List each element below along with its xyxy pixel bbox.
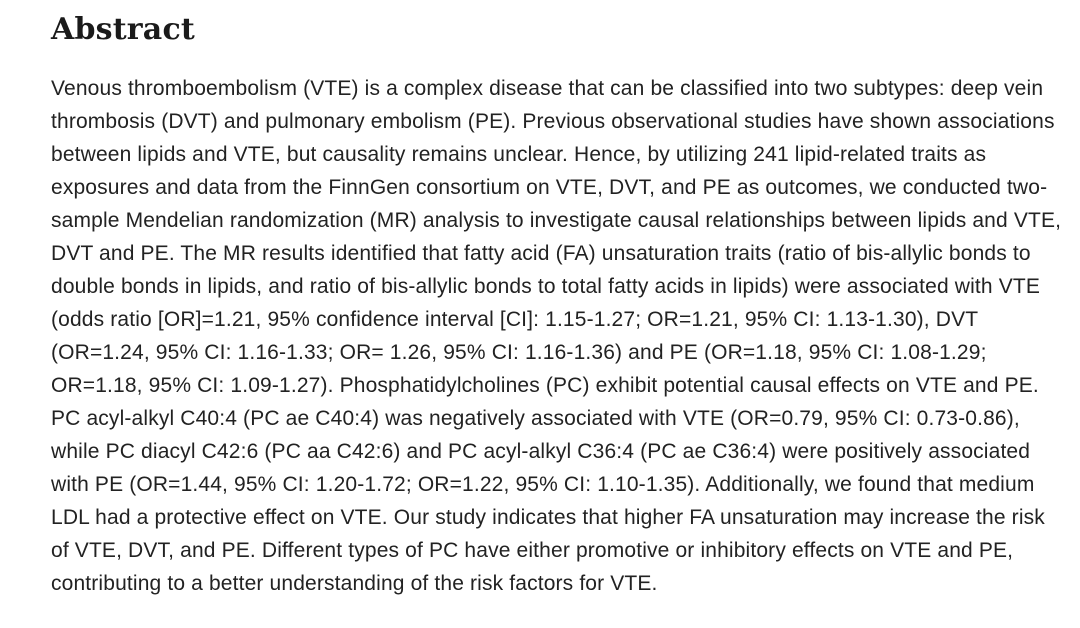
section-heading: Abstract <box>51 12 195 47</box>
abstract-paragraph: Venous thromboembolism (VTE) is a complex disease that can be classified into two subtypes: deep vein thrombosis (DVT) and pulmonary embolism (PE). Previous observational studies have shown associations between lipids and VTE, but causality remains unclear. Hence, by utilizing 241 lipid-related traits as exposures and data from the FinnGen consortium on VTE, DVT, and PE as outcomes, we conducted two-sample Mendelian randomization (MR) analysis to investigate causal relationships between lipids and VTE, DVT and PE. The MR results identified that fatty acid (FA) unsaturation traits (ratio of bis-allylic bonds to double bonds in lipids, and ratio of bis-allylic bonds to total fatty acids in lipids) were associated with VTE (odds ratio [OR]=1.21, 95% confidence interval [CI]: 1.15-1.27; OR=1.21, 95% CI: 1.13-1.30), DVT (OR=1.24, 95% CI: 1.16-1.33; OR= 1.26, 95% CI: 1.16-1.36) and PE (OR=1.18, 95% CI: 1.08-1.29; OR=1.18, 95% CI: 1.09-1.27). Phosphatidylcholines (PC) exhibit potential causal effects on VTE and PE. PC acyl-alkyl C40:4 (PC ae C40:4) was negatively associated with VTE (OR=0.79, 95% CI: 0.73-0.86), while PC diacyl C42:6 (PC aa C42:6) and PC acyl-alkyl C36:4 (PC ae C36:4) were positively associated with PE (OR=1.44, 95% CI: 1.20-1.72; OR=1.22, 95% CI: 1.10-1.35). Additionally, we found that medium LDL had a protective effect on VTE. Our study indicates that higher FA unsaturation may increase the risk of VTE, DVT, and PE. Different types of PC have either promotive or inhibitory effects on VTE and PE, contributing to a better understanding of the risk factors for VTE. <box>51 77 1062 595</box>
abstract-section <box>51 0 1063 600</box>
